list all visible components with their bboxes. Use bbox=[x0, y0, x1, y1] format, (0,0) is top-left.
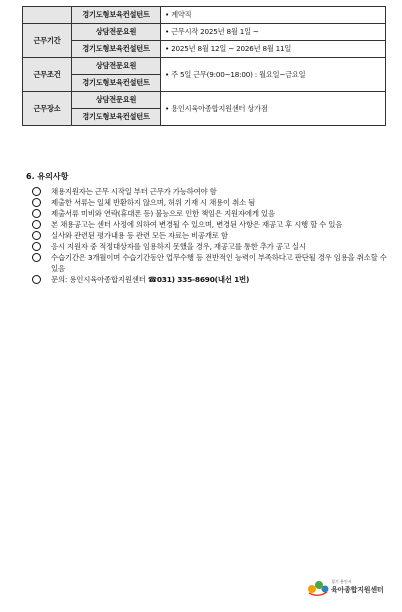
note-item bbox=[32, 241, 388, 252]
circle-bullet-icon bbox=[32, 209, 41, 218]
circle-bullet-icon bbox=[32, 275, 41, 284]
note-item bbox=[32, 252, 388, 274]
center-logo bbox=[307, 578, 384, 598]
table-row bbox=[23, 7, 386, 24]
circle-bullet-icon bbox=[32, 242, 41, 251]
circle-bullet-icon bbox=[32, 198, 41, 207]
table-row bbox=[23, 58, 386, 75]
note-item bbox=[32, 197, 388, 208]
sub-cell: 상담전문요원 bbox=[72, 58, 161, 75]
sub-cell: 상담전문요원 bbox=[72, 24, 161, 41]
sub-cell: 경기도형보육컨설턴트 bbox=[72, 75, 161, 92]
contact-label: 문의: 용인시육아종합지원센터 bbox=[51, 275, 146, 284]
contact-phone: ☎031) 335-8690(내선 1번) bbox=[147, 275, 250, 284]
sub-cell: 경기도형보육컨설턴트 bbox=[72, 41, 161, 58]
logo-small-text: 경기 용인시 bbox=[331, 579, 352, 584]
table-row bbox=[23, 24, 386, 41]
contact-item bbox=[32, 274, 388, 285]
value-cell: • 계약직 bbox=[161, 7, 386, 24]
note-text: 제출서류 미비와 연락(휴대폰 등) 불능으로 인한 책임은 지원자에게 있음 bbox=[51, 209, 275, 218]
sub-cell: 경기도형보육컨설턴트 bbox=[72, 109, 161, 126]
note-text: 채용지원자는 근무 시작일 부터 근무가 가능하여야 함 bbox=[51, 187, 217, 196]
note-item bbox=[32, 230, 388, 241]
category-cell-conditions: 근무조건 bbox=[23, 58, 72, 92]
notes-title: 6. 유의사항 bbox=[26, 172, 69, 181]
note-text: 제출한 서류는 일체 반환하지 않으며, 허위 기재 시 채용이 취소 됨 bbox=[51, 198, 256, 207]
note-item bbox=[32, 186, 388, 197]
recruitment-info-table bbox=[22, 6, 386, 126]
note-text: 수습기간은 3개월이며 수습기간동안 업무수행 등 전반적인 능력이 부족하다고 판단될 경우 임용을 취소할 수 있음 bbox=[51, 253, 387, 273]
value-cell: • 용인시육아종합지원센터 상가점 bbox=[161, 92, 386, 126]
circle-bullet-icon bbox=[32, 231, 41, 240]
circle-bullet-icon bbox=[32, 187, 41, 196]
value-cell: • 근무시작 2025년 8월 1일 ~ bbox=[161, 24, 386, 41]
notes-section bbox=[26, 171, 388, 285]
note-item bbox=[32, 219, 388, 230]
note-text: 응시 지원자 중 적정대상자를 임용하지 못했을 경우, 재공고를 통한 추가 공고 실시 bbox=[51, 242, 306, 251]
category-cell-location: 근무장소 bbox=[23, 92, 72, 126]
value-cell: • 2025년 8월 12일 ~ 2026년 8월 11일 bbox=[161, 41, 386, 58]
note-text: 실사와 관련된 평가내용 등 관련 모든 자료는 비공개로 함 bbox=[51, 231, 228, 240]
category-cell-period: 근무기간 bbox=[23, 24, 72, 58]
circle-bullet-icon bbox=[32, 220, 41, 229]
logo-mark-icon bbox=[307, 578, 329, 596]
sub-cell: 경기도형보육컨설턴트 bbox=[72, 7, 161, 24]
value-cell: • 주 5일 근무(9:00~18:00) : 월요일~금요일 bbox=[161, 58, 386, 92]
circle-bullet-icon bbox=[32, 253, 41, 262]
table-row bbox=[23, 92, 386, 109]
category-cell-empty bbox=[23, 7, 72, 24]
sub-cell: 상담전문요원 bbox=[72, 92, 161, 109]
table-row bbox=[23, 41, 386, 58]
note-text: 본 채용공고는 센터 사정에 의하여 변경될 수 있으며, 변경된 사항은 재공고 후 시행 할 수 있음 bbox=[51, 220, 343, 229]
logo-name-text: 육아종합지원센터 bbox=[331, 586, 384, 594]
note-item bbox=[32, 208, 388, 219]
